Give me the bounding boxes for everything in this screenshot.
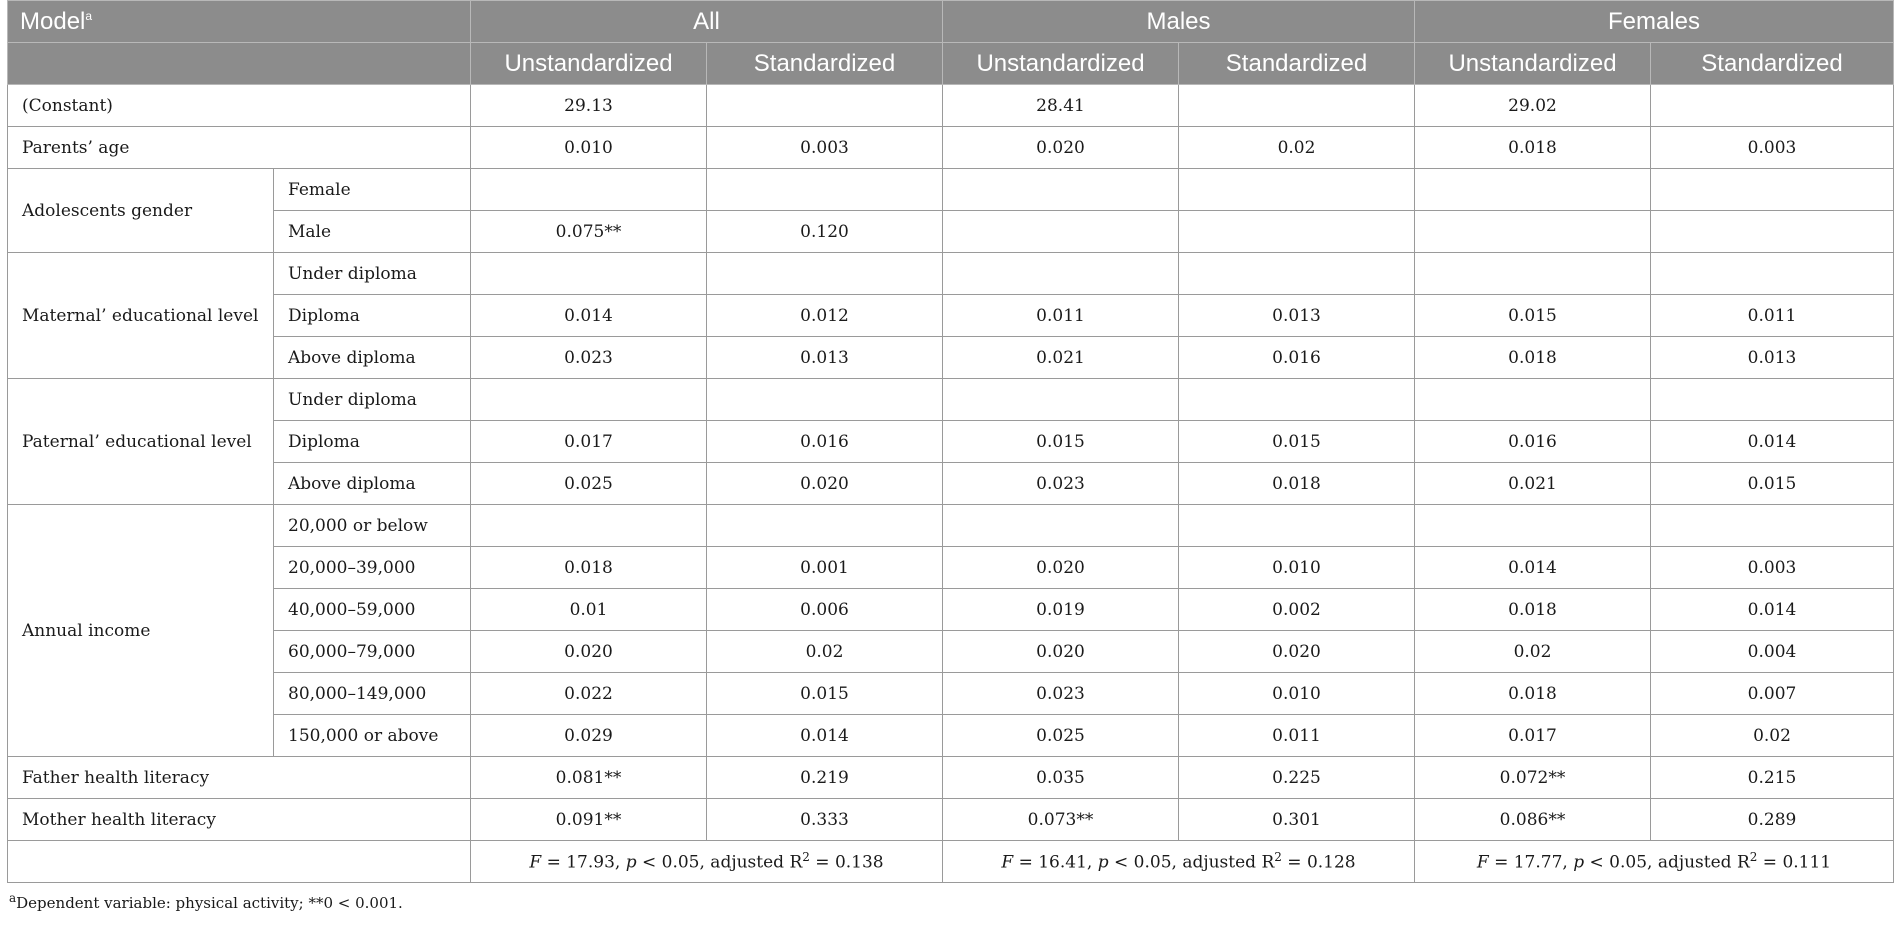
cell (1415, 211, 1651, 253)
cell: 0.010 (471, 127, 707, 169)
cell (1179, 379, 1415, 421)
table-row-income-1 (8, 505, 1894, 547)
cell: 0.018 (1415, 673, 1651, 715)
cell (1415, 505, 1651, 547)
group-label-paternal: Paternal’ educational level (8, 379, 274, 505)
header-group-females: Females (1415, 1, 1894, 43)
cell: 0.025 (471, 463, 707, 505)
regression-table (7, 0, 1894, 883)
cell: 0.019 (943, 589, 1179, 631)
cell: 0.018 (1415, 589, 1651, 631)
cell: 0.029 (471, 715, 707, 757)
cell: 0.004 (1651, 631, 1894, 673)
cell: 0.023 (943, 673, 1179, 715)
table-row-income-5 (8, 673, 1894, 715)
cell: 0.021 (943, 337, 1179, 379)
cell (943, 211, 1179, 253)
cell: 0.011 (943, 295, 1179, 337)
cell: 0.289 (1651, 799, 1894, 841)
cell: 0.081** (471, 757, 707, 799)
group-label-income: Annual income (8, 505, 274, 757)
cell: 0.072** (1415, 757, 1651, 799)
cell: 0.013 (1651, 337, 1894, 379)
cell: 0.014 (707, 715, 943, 757)
table-row-paternal-diploma (8, 421, 1894, 463)
cell: 0.018 (471, 547, 707, 589)
table-row-father-hl (8, 757, 1894, 799)
sub-label: Under diploma (274, 253, 471, 295)
table-row-gender-female (8, 169, 1894, 211)
sub-label: Male (274, 211, 471, 253)
cell (707, 505, 943, 547)
cell: 0.020 (943, 547, 1179, 589)
header-unstd: Unstandardized (943, 43, 1179, 85)
cell: 0.225 (1179, 757, 1415, 799)
row-label: (Constant) (8, 85, 471, 127)
cell: 0.010 (1179, 673, 1415, 715)
sub-label: Diploma (274, 295, 471, 337)
cell: 0.018 (1179, 463, 1415, 505)
sub-label: 20,000–39,000 (274, 547, 471, 589)
cell: 0.007 (1651, 673, 1894, 715)
cell: 0.016 (1415, 421, 1651, 463)
cell (1179, 169, 1415, 211)
cell: 0.017 (1415, 715, 1651, 757)
table-row-income-3 (8, 589, 1894, 631)
cell: 0.003 (707, 127, 943, 169)
row-label: Mother health literacy (8, 799, 471, 841)
cell (943, 253, 1179, 295)
header-group-males: Males (943, 1, 1415, 43)
cell: 0.025 (943, 715, 1179, 757)
cell: 0.020 (943, 127, 1179, 169)
table-row-maternal-above (8, 337, 1894, 379)
cell (1651, 211, 1894, 253)
table-row-gender-male (8, 211, 1894, 253)
cell (1651, 379, 1894, 421)
sub-label: 40,000–59,000 (274, 589, 471, 631)
cell: 0.016 (1179, 337, 1415, 379)
table-row-maternal-diploma (8, 295, 1894, 337)
stats-males: F = 16.41, p < 0.05, adjusted $R^2 = 0.128$ (943, 841, 1415, 883)
cell: 0.020 (707, 463, 943, 505)
cell: 0.091** (471, 799, 707, 841)
sub-label: Diploma (274, 421, 471, 463)
cell: 0.215 (1651, 757, 1894, 799)
cell: 0.018 (1415, 337, 1651, 379)
cell (1651, 169, 1894, 211)
cell (1415, 253, 1651, 295)
header-std: Standardized (1651, 43, 1894, 85)
sub-label: 20,000 or below (274, 505, 471, 547)
header-unstd: Unstandardized (1415, 43, 1651, 85)
row-label: Father health literacy (8, 757, 471, 799)
cell: 0.015 (1651, 463, 1894, 505)
cell: 0.015 (707, 673, 943, 715)
cell (471, 169, 707, 211)
cell (1415, 169, 1651, 211)
cell (1651, 505, 1894, 547)
table-row-parents-age (8, 127, 1894, 169)
sub-label: 150,000 or above (274, 715, 471, 757)
table-row-mother-hl (8, 799, 1894, 841)
header-unstd: Unstandardized (471, 43, 707, 85)
table-row-paternal-above (8, 463, 1894, 505)
cell: 0.02 (1415, 631, 1651, 673)
cell: 0.010 (1179, 547, 1415, 589)
cell: 0.015 (1179, 421, 1415, 463)
table-row-income-6 (8, 715, 1894, 757)
cell (471, 379, 707, 421)
header-std: Standardized (707, 43, 943, 85)
sub-label: Above diploma (274, 463, 471, 505)
cell: 0.075** (471, 211, 707, 253)
header-std: Standardized (1179, 43, 1415, 85)
table-row-paternal-under (8, 379, 1894, 421)
cell: 0.301 (1179, 799, 1415, 841)
cell (707, 253, 943, 295)
group-label-gender: Adolescents gender (8, 169, 274, 253)
sub-label: Under diploma (274, 379, 471, 421)
header-group-all: All (471, 1, 943, 43)
cell: 0.023 (943, 463, 1179, 505)
cell: 0.014 (471, 295, 707, 337)
table-row-income-2 (8, 547, 1894, 589)
cell (471, 505, 707, 547)
cell: 0.014 (1415, 547, 1651, 589)
sub-label: 60,000–79,000 (274, 631, 471, 673)
cell: 29.13 (471, 85, 707, 127)
sub-label: Above diploma (274, 337, 471, 379)
cell (1415, 379, 1651, 421)
header-row-groups (8, 1, 1894, 43)
stats-all: F = 17.93, p < 0.05, adjusted $R^2 = 0.138$ (471, 841, 943, 883)
cell: 0.011 (1179, 715, 1415, 757)
cell: 0.017 (471, 421, 707, 463)
cell: 0.02 (1651, 715, 1894, 757)
cell (1179, 85, 1415, 127)
cell: 0.02 (707, 631, 943, 673)
cell: 0.013 (707, 337, 943, 379)
cell: 0.01 (471, 589, 707, 631)
row-label: Parents’ age (8, 127, 471, 169)
cell (707, 379, 943, 421)
cell: 28.41 (943, 85, 1179, 127)
cell: 0.073** (943, 799, 1179, 841)
cell: 29.02 (1415, 85, 1651, 127)
sub-label: 80,000–149,000 (274, 673, 471, 715)
sub-label: Female (274, 169, 471, 211)
header-row-sub (8, 43, 1894, 85)
cell (1179, 505, 1415, 547)
cell: 0.011 (1651, 295, 1894, 337)
cell (1651, 253, 1894, 295)
cell: 0.035 (943, 757, 1179, 799)
cell: 0.022 (471, 673, 707, 715)
cell (943, 505, 1179, 547)
cell: 0.018 (1415, 127, 1651, 169)
cell: 0.015 (1415, 295, 1651, 337)
cell: 0.006 (707, 589, 943, 631)
cell (943, 379, 1179, 421)
cell: 0.020 (943, 631, 1179, 673)
stats-females: F = 17.77, p < 0.05, adjusted $R^2 = 0.111$ (1415, 841, 1894, 883)
cell (1651, 85, 1894, 127)
cell (707, 169, 943, 211)
cell: 0.015 (943, 421, 1179, 463)
cell: 0.013 (1179, 295, 1415, 337)
header-model: Model$^a$ (8, 1, 471, 43)
cell: 0.001 (707, 547, 943, 589)
cell: 0.120 (707, 211, 943, 253)
cell (471, 253, 707, 295)
table-container (7, 0, 1893, 912)
cell: 0.003 (1651, 547, 1894, 589)
cell: 0.023 (471, 337, 707, 379)
cell: 0.021 (1415, 463, 1651, 505)
cell: 0.086** (1415, 799, 1651, 841)
cell (1179, 211, 1415, 253)
cell: 0.020 (471, 631, 707, 673)
cell: 0.014 (1651, 421, 1894, 463)
header-blank (8, 43, 471, 85)
table-row-model-stats (8, 841, 1894, 883)
table-row-maternal-under (8, 253, 1894, 295)
cell: 0.020 (1179, 631, 1415, 673)
group-label-maternal: Maternal’ educational level (8, 253, 274, 379)
cell: 0.012 (707, 295, 943, 337)
cell: 0.014 (1651, 589, 1894, 631)
cell: 0.02 (1179, 127, 1415, 169)
cell: 0.333 (707, 799, 943, 841)
cell: 0.002 (1179, 589, 1415, 631)
table-row-constant (8, 85, 1894, 127)
cell: 0.016 (707, 421, 943, 463)
cell (943, 169, 1179, 211)
cell: 0.003 (1651, 127, 1894, 169)
cell: 0.219 (707, 757, 943, 799)
cell (707, 85, 943, 127)
table-row-income-4 (8, 631, 1894, 673)
table-footnote: $^a$Dependent variable: physical activity; **0 < 0.001. (9, 891, 403, 912)
stats-blank (8, 841, 471, 883)
cell (1179, 253, 1415, 295)
